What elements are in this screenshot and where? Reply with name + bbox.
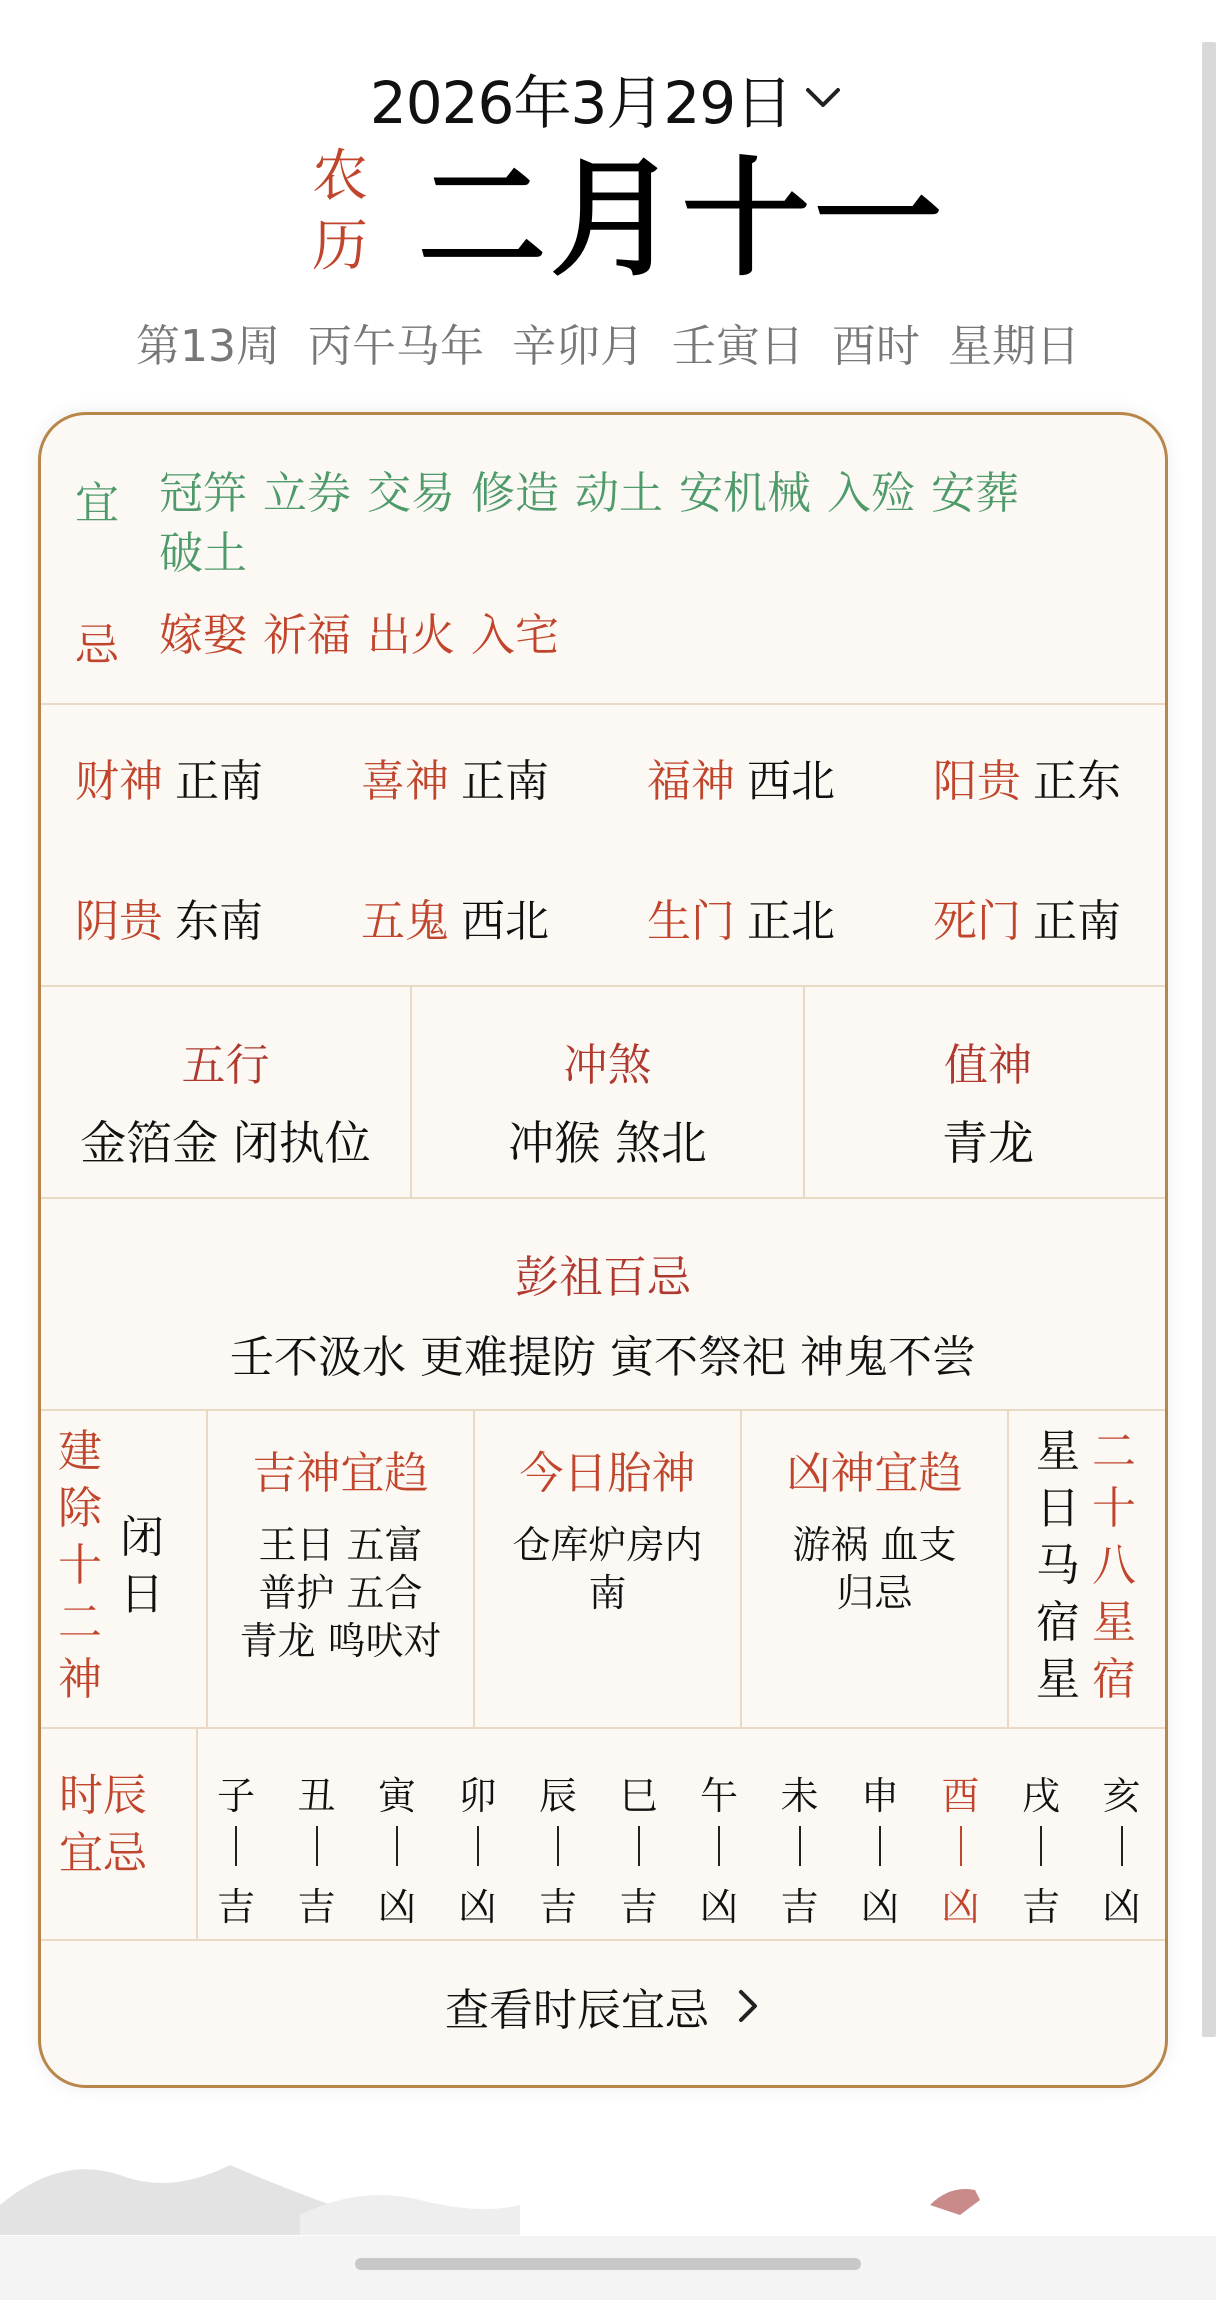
hour-divider: [960, 1826, 962, 1866]
taishen-line: 南: [588, 1571, 627, 1615]
hours-label-line: 时辰: [59, 1770, 147, 1821]
god-name: 喜神: [361, 756, 449, 807]
taishen-line: 仓库炉房内: [512, 1523, 703, 1567]
god-direction-item: [361, 885, 549, 949]
xiu-value-char: 星: [1036, 1426, 1080, 1477]
hours-grid: [196, 1729, 1168, 1939]
xiu-value-char: 星: [1036, 1654, 1080, 1705]
pengzu-section: [41, 1199, 1165, 1411]
almanac-card: [38, 412, 1168, 2088]
hour-luck: 吉: [538, 1885, 577, 1929]
mountain-decoration: [0, 2145, 1216, 2235]
weekday: 星期日: [948, 321, 1080, 372]
hour-item: [448, 1765, 508, 1931]
taishen-cell: [475, 1411, 742, 1727]
wuxing-title: 五行: [181, 1040, 270, 1091]
hour-branch: 卯: [458, 1774, 497, 1818]
yi-item: 安葬: [931, 468, 1019, 519]
yi-ji-section: [41, 415, 1165, 705]
xiu-label-char: 星: [1092, 1597, 1136, 1648]
god-direction-item: [933, 885, 1121, 949]
hour-divider: [235, 1826, 237, 1866]
hour-item: [850, 1765, 910, 1931]
hour-branch: 辰: [538, 1774, 577, 1818]
hour-luck: 凶: [860, 1885, 899, 1929]
jianchu-label-char: 建: [58, 1426, 102, 1477]
jianchu-value: [117, 1509, 167, 1623]
hour-divider: [879, 1826, 881, 1866]
hour-luck: 凶: [377, 1885, 416, 1929]
taishen-list: [475, 1521, 740, 1617]
chevron-right-icon[interactable]: [735, 1986, 761, 2026]
hour-divider: [638, 1826, 640, 1866]
jianchu-value-char: 日: [120, 1569, 164, 1620]
god-direction-item: [647, 885, 835, 949]
hour-branch: 亥: [1102, 1774, 1141, 1818]
xiu-value-char: 日: [1036, 1483, 1080, 1534]
lunar-date: 二月十一: [418, 145, 947, 294]
pengzu-value: 壬不汲水 更难提防 寅不祭祀 神鬼不尝: [230, 1332, 976, 1383]
god-direction-item: [647, 745, 835, 809]
year-ganzhi: 丙午马年: [308, 321, 484, 372]
xiu-label-char: 二: [1092, 1426, 1136, 1477]
ji-label: 忌: [75, 620, 119, 671]
hour-item: [609, 1765, 669, 1931]
hour-luck: 吉: [780, 1885, 819, 1929]
god-dir: 正北: [747, 896, 835, 947]
date-picker[interactable]: [0, 58, 1216, 138]
hour-branch: 午: [699, 1774, 738, 1818]
hour-branch: 寅: [377, 1774, 416, 1818]
month-ganzhi: 辛卯月: [512, 321, 644, 372]
hour-luck: 吉: [216, 1885, 255, 1929]
hour-divider: [1040, 1826, 1042, 1866]
chongsha-title: 冲煞: [563, 1040, 652, 1091]
jianchu-label-char: 十: [58, 1540, 102, 1591]
hour-luck: 凶: [458, 1885, 497, 1929]
hour-branch: 酉: [941, 1774, 980, 1818]
lunar-tag-char: 历: [312, 214, 368, 279]
god-name: 福神: [647, 756, 735, 807]
date-info-row: [0, 310, 1216, 374]
lunar-tag-char: 农: [312, 144, 368, 209]
xiongshen-line: 游祸 血支: [792, 1523, 957, 1567]
hour-luck: 吉: [1021, 1885, 1060, 1929]
wuxing-value: 金箔金 闭执位: [80, 1116, 371, 1170]
view-hours-button[interactable]: [41, 1941, 1165, 2071]
god-dir: 东南: [175, 896, 263, 947]
god-dir: 正东: [1033, 756, 1121, 807]
xiu-value: [1033, 1423, 1083, 1708]
hour-branch: 子: [216, 1774, 255, 1818]
pengzu-title: 彭祖百忌: [515, 1252, 691, 1303]
god-name: 五鬼: [361, 896, 449, 947]
chongsha-cell: [412, 987, 805, 1197]
god-name: 死门: [933, 896, 1021, 947]
xiu-value-char: 宿: [1036, 1597, 1080, 1648]
hours-section: [41, 1729, 1165, 1941]
xiongshen-title: 凶神宜趋: [786, 1448, 963, 1499]
details-section: [41, 1411, 1165, 1729]
jishen-line: 普护 五合: [258, 1571, 423, 1615]
zhishen-cell: [805, 987, 1168, 1197]
hour-divider: [799, 1826, 801, 1866]
day-ganzhi: 壬寅日: [672, 321, 804, 372]
hour-item: [1092, 1765, 1152, 1931]
xiu-label-char: 宿: [1092, 1654, 1136, 1705]
xiongshen-list: [742, 1521, 1007, 1617]
jishen-line: 青龙 鸣吠对: [239, 1619, 442, 1663]
yi-item: 修造: [471, 468, 559, 519]
ji-item: 嫁娶: [159, 610, 247, 661]
god-dir: 正南: [461, 756, 549, 807]
xiongshen-cell: [742, 1411, 1009, 1727]
jianchu-label: [55, 1423, 105, 1708]
jishen-cell: [208, 1411, 475, 1727]
god-direction-item: [75, 745, 263, 809]
chevron-down-icon[interactable]: [800, 75, 846, 121]
ji-item: 祈福: [263, 610, 351, 661]
god-name: 财神: [75, 756, 163, 807]
jianchu-cell: [41, 1411, 208, 1727]
jishen-list: [208, 1521, 473, 1665]
yi-item: 立券: [263, 468, 351, 519]
hour-item: [367, 1765, 427, 1931]
god-direction-item: [75, 885, 263, 949]
jianchu-label-char: 除: [58, 1483, 102, 1534]
yi-item: 入殓: [827, 468, 915, 519]
jianchu-value-char: 闭: [120, 1512, 164, 1563]
date-text[interactable]: 2026年3月29日: [369, 69, 793, 137]
hour-luck: 凶: [1102, 1885, 1141, 1929]
hour-branch: 巳: [619, 1774, 658, 1818]
hour-luck: 凶: [941, 1885, 980, 1929]
god-dir: 正南: [175, 756, 263, 807]
god-dir: 西北: [747, 756, 835, 807]
xiu-value-char: 马: [1036, 1540, 1080, 1591]
ji-row: [75, 609, 1135, 673]
god-name: 阳贵: [933, 756, 1021, 807]
hour-item: [689, 1765, 749, 1931]
hour-item: [770, 1765, 830, 1931]
jishen-title: 吉神宜趋: [252, 1448, 429, 1499]
hour-luck: 凶: [699, 1885, 738, 1929]
hours-label-line: 宜忌: [59, 1828, 147, 1879]
ji-item: 出火: [367, 610, 455, 661]
home-indicator[interactable]: [355, 2258, 861, 2270]
yi-item: 安机械: [679, 468, 811, 519]
gods-direction-section: [41, 705, 1165, 987]
jianchu-label-char: 二: [58, 1597, 102, 1648]
god-dir: 正南: [1033, 896, 1121, 947]
xiu-label-char: 八: [1092, 1540, 1136, 1591]
chongsha-value: 冲猴 煞北: [508, 1116, 707, 1170]
jishen-line: 王日 五富: [258, 1523, 423, 1567]
current-hour: 酉时: [832, 321, 920, 372]
yi-item: 动土: [575, 468, 663, 519]
hour-divider: [477, 1826, 479, 1866]
ji-list: [159, 609, 1119, 673]
hour-item: [287, 1765, 347, 1931]
yi-row: [75, 467, 1135, 581]
hour-branch: 申: [860, 1774, 899, 1818]
view-hours-label[interactable]: 查看时辰宜忌: [445, 1985, 709, 2036]
hour-item: [931, 1765, 991, 1931]
home-bar: [0, 2236, 1216, 2300]
hour-divider: [718, 1826, 720, 1866]
xiongshen-line: 归忌: [836, 1571, 913, 1615]
xiu-cell: [1009, 1411, 1168, 1727]
yi-item: 冠笄: [159, 468, 247, 519]
yi-label: 宜: [75, 478, 119, 529]
hour-branch: 丑: [297, 1774, 336, 1818]
wuxing-section: [41, 987, 1165, 1199]
lunar-tag: [305, 142, 375, 282]
xiu-label: [1089, 1423, 1139, 1708]
zhishen-value: 青龙: [942, 1116, 1034, 1170]
hour-divider: [1121, 1826, 1123, 1866]
hours-label: [59, 1767, 147, 1883]
hour-item: [528, 1765, 588, 1931]
hour-item: [1011, 1765, 1071, 1931]
yi-item: 破土: [159, 528, 247, 579]
hour-luck: 吉: [297, 1885, 336, 1929]
jianchu-label-char: 神: [58, 1654, 102, 1705]
hour-branch: 未: [780, 1774, 819, 1818]
yi-item: 交易: [367, 468, 455, 519]
god-direction-item: [933, 745, 1121, 809]
ji-item: 入宅: [471, 610, 559, 661]
taishen-title: 今日胎神: [519, 1448, 696, 1499]
hour-divider: [316, 1826, 318, 1866]
hour-branch: 戌: [1021, 1774, 1060, 1818]
god-name: 生门: [647, 896, 735, 947]
zhishen-title: 值神: [944, 1040, 1032, 1091]
hour-item: [206, 1765, 266, 1931]
hour-divider: [396, 1826, 398, 1866]
hour-luck: 吉: [619, 1885, 658, 1929]
xiu-label-char: 十: [1092, 1483, 1136, 1534]
wuxing-cell: [41, 987, 412, 1197]
hour-divider: [557, 1826, 559, 1866]
yi-list: [159, 467, 1119, 581]
god-name: 阴贵: [75, 896, 163, 947]
god-dir: 西北: [461, 896, 549, 947]
god-direction-item: [361, 745, 549, 809]
week-number: 第13周: [136, 321, 280, 372]
